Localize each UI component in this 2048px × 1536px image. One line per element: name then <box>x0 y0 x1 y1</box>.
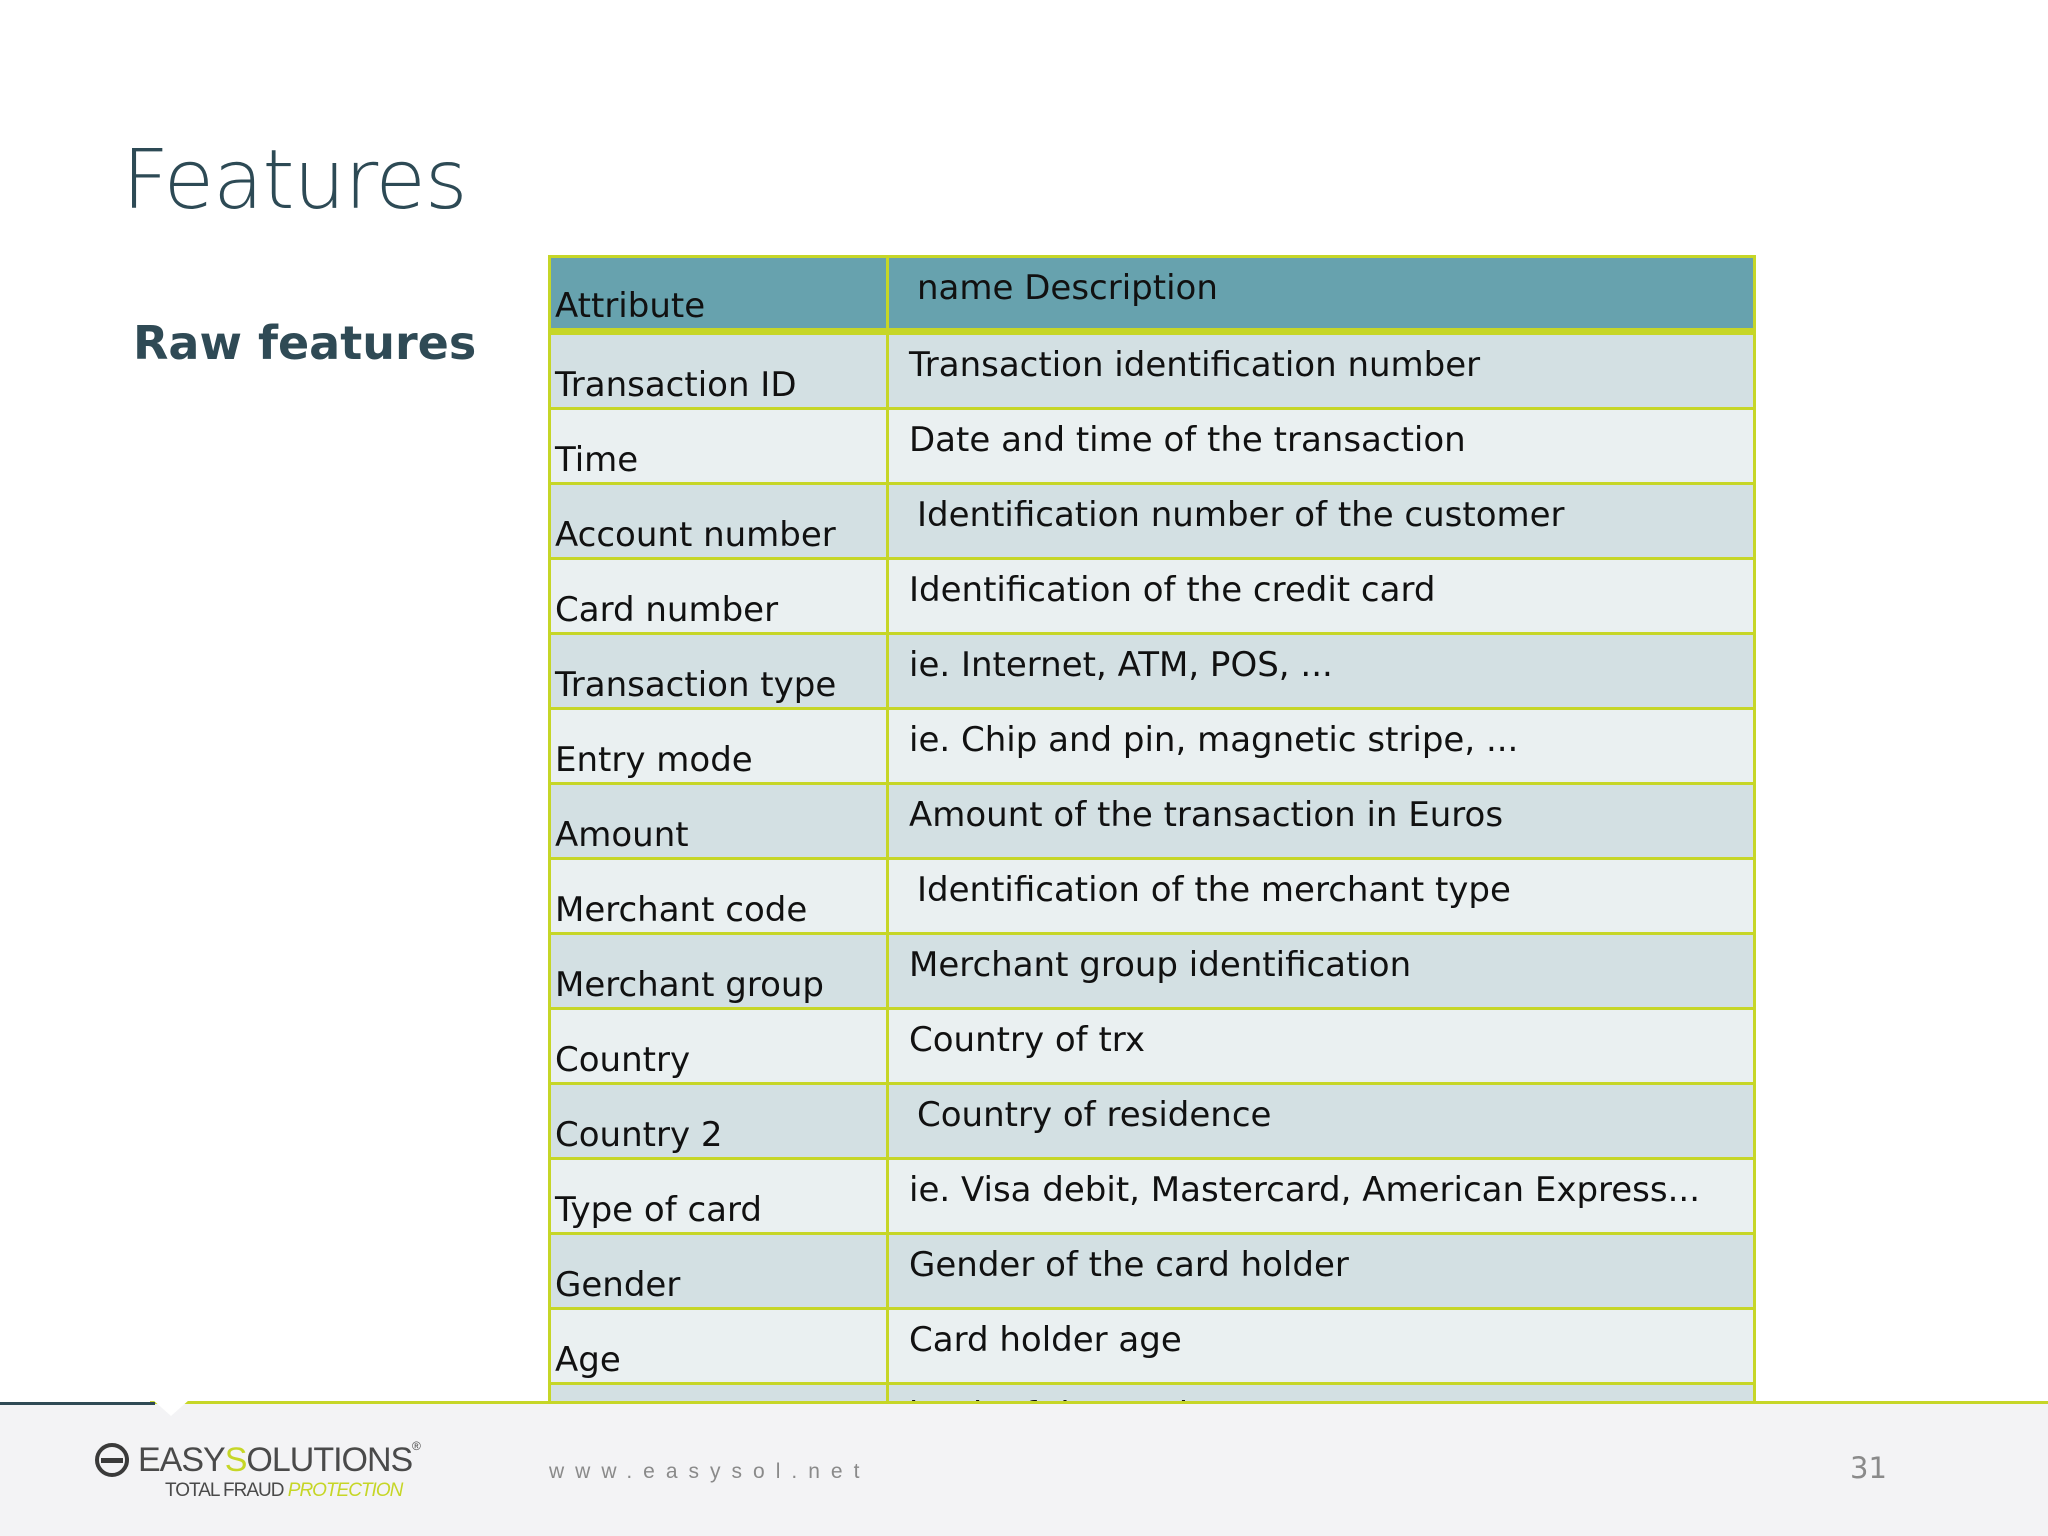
table-row <box>550 332 1755 409</box>
table-row <box>550 784 1755 859</box>
description-cell: Identification of the credit card <box>888 559 1755 634</box>
features-table-container <box>548 255 1753 1460</box>
description-cell: Amount of the transaction in Euros <box>888 784 1755 859</box>
description-cell: Country of trx <box>888 1009 1755 1084</box>
logo-registered-mark: ® <box>412 1439 421 1453</box>
table-row <box>550 934 1755 1009</box>
logo-tagline <box>165 1481 402 1501</box>
page-number: 31 <box>1850 1451 1887 1485</box>
features-table <box>548 255 1756 1460</box>
company-logo <box>95 1439 435 1503</box>
table-row <box>550 859 1755 934</box>
footer-accent-line <box>150 1401 2048 1404</box>
attribute-cell: Account number <box>550 484 888 559</box>
attribute-cell: Entry mode <box>550 709 888 784</box>
description-cell: Country of residence <box>888 1084 1755 1159</box>
attribute-cell: Merchant group <box>550 934 888 1009</box>
table-row <box>550 634 1755 709</box>
header-description: name Description <box>888 257 1755 332</box>
attribute-cell: Country <box>550 1009 888 1084</box>
attribute-cell: Country 2 <box>550 1084 888 1159</box>
attribute-cell: Amount <box>550 784 888 859</box>
table-row <box>550 484 1755 559</box>
description-cell: Identification of the merchant type <box>888 859 1755 934</box>
table-header-row <box>550 257 1755 332</box>
attribute-cell: Age <box>550 1309 888 1384</box>
logo-wordmark <box>138 1443 412 1477</box>
description-cell: Gender of the card holder <box>888 1234 1755 1309</box>
attribute-cell: Transaction ID <box>550 332 888 409</box>
table-row <box>550 1309 1755 1384</box>
footer-dark-line <box>0 1402 155 1405</box>
attribute-cell: Transaction type <box>550 634 888 709</box>
attribute-cell: Merchant code <box>550 859 888 934</box>
description-cell: ie. Chip and pin, magnetic stripe, ... <box>888 709 1755 784</box>
table-row <box>550 1159 1755 1234</box>
description-cell: ie. Internet, ATM, POS, ... <box>888 634 1755 709</box>
attribute-cell: Type of card <box>550 1159 888 1234</box>
description-cell: ie. Visa debit, Mastercard, American Express... <box>888 1159 1755 1234</box>
logo-word-part: OLUTIONS <box>246 1441 413 1479</box>
header-attribute: Attribute <box>550 257 888 332</box>
table-row <box>550 1234 1755 1309</box>
description-cell: Transaction identification number <box>888 332 1755 409</box>
footer-notch <box>153 1400 189 1416</box>
table-row <box>550 1009 1755 1084</box>
description-cell: Date and time of the transaction <box>888 409 1755 484</box>
attribute-cell: Card number <box>550 559 888 634</box>
slide-title: Features <box>122 133 467 228</box>
logo-tagline-part: TOTAL FRAUD <box>165 1480 288 1501</box>
footer-url: www.easysol.net <box>549 1460 871 1483</box>
attribute-cell: Gender <box>550 1234 888 1309</box>
description-cell: Identification number of the customer <box>888 484 1755 559</box>
table-row <box>550 409 1755 484</box>
logo-word-accent: S <box>224 1441 247 1479</box>
logo-tagline-accent: PROTECTION <box>287 1480 403 1501</box>
slide-subtitle: Raw features <box>133 316 477 370</box>
table-row <box>550 1084 1755 1159</box>
table-row <box>550 709 1755 784</box>
table-row <box>550 559 1755 634</box>
logo-word-part: EASY <box>138 1441 225 1479</box>
easysolutions-logo-icon <box>95 1443 129 1477</box>
attribute-cell: Time <box>550 409 888 484</box>
description-cell: Card holder age <box>888 1309 1755 1384</box>
description-cell: Merchant group identification <box>888 934 1755 1009</box>
